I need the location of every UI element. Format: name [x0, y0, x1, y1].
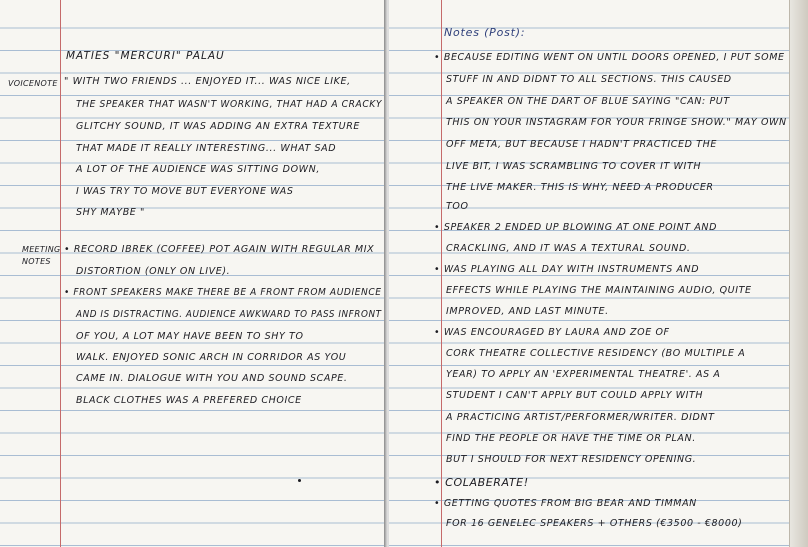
- left-line-7: SHY MAYBE ": [76, 207, 146, 218]
- left-line-4: THAT MADE IT REALLY INTERESTING... WHAT SAD: [76, 143, 337, 154]
- right-line-23: FOR 16 GENELEC SPEAKERS + OTHERS (€3500 - €8000): [446, 518, 743, 529]
- right-line-2: STUFF IN AND DIDNT TO ALL SECTIONS. THIS CAUSED: [446, 74, 732, 85]
- right-line-11: • WAS PLAYING ALL DAY WITH INSTRUMENTS AND: [434, 264, 700, 275]
- right-line-21: • COLABERATE!: [434, 476, 529, 489]
- right-line-19: FIND THE PEOPLE OR HAVE THE TIME OR PLAN.: [446, 433, 696, 444]
- stray-dot: [298, 479, 301, 482]
- voicenote-label: VOICENOTE: [8, 79, 58, 88]
- left-line-2: THE SPEAKER THAT WASN'T WORKING, THAT HAD A CRACKY: [76, 99, 383, 110]
- right-line-6: LIVE BIT, I WAS SCRAMBLING TO COVER IT WITH: [446, 161, 702, 172]
- right-line-20: BUT I SHOULD FOR NEXT RESIDENCY OPENING.: [446, 454, 697, 465]
- left-line-15: BLACK CLOTHES WAS A PREFERED CHOICE: [76, 395, 302, 406]
- right-line-18: A PRACTICING ARTIST/PERFORMER/WRITER. DIDNT: [446, 412, 715, 423]
- right-line-12: EFFECTS WHILE PLAYING THE MAINTAINING AUDIO, QUITE: [446, 285, 752, 296]
- right-line-16: YEAR) TO APPLY AN 'EXPERIMENTAL THEATRE'. AS A: [446, 369, 721, 380]
- right-line-10: CRACKLING, AND IT WAS A TEXTURAL SOUND.: [446, 243, 691, 254]
- left-notebook-page: [0, 0, 387, 547]
- left-line-13: WALK. ENJOYED SONIC ARCH IN CORRIDOR AS YOU: [76, 352, 347, 363]
- right-line-1: • BECAUSE EDITING WENT ON UNTIL DOORS OPENED, I PUT SOME: [434, 52, 785, 63]
- left-line-5: A LOT OF THE AUDIENCE WAS SITTING DOWN,: [76, 164, 320, 175]
- left-line-12: OF YOU, A LOT MAY HAVE BEEN TO SHY TO: [76, 331, 304, 342]
- right-line-3: A SPEAKER ON THE DART OF BLUE SAYING "CAN: PUT: [446, 96, 730, 107]
- right-line-22: • GETTING QUOTES FROM BIG BEAR AND TIMMAN: [434, 498, 697, 509]
- right-line-13: IMPROVED, AND LAST MINUTE.: [446, 306, 609, 317]
- right-line-17: STUDENT I CAN'T APPLY BUT COULD APPLY WITH: [446, 390, 704, 401]
- right-line-14: • WAS ENCOURAGED BY LAURA AND ZOE OF: [434, 327, 670, 338]
- right-line-8: TOO: [446, 201, 469, 212]
- left-line-1: " WITH TWO FRIENDS ... ENJOYED IT... WAS NICE LIKE,: [64, 76, 351, 87]
- left-line-6: I WAS TRY TO MOVE BUT EVERYONE WAS: [76, 186, 294, 197]
- left-line-9: DISTORTION (ONLY ON LIVE).: [76, 266, 231, 277]
- left-line-10: • FRONT SPEAKERS MAKE THERE BE A FRONT FROM AUDIENCE: [64, 287, 382, 298]
- left-line-14: CAME IN. DIALOGUE WITH YOU AND SOUND SCAPE.: [76, 373, 348, 384]
- left-margin-line: [60, 0, 61, 547]
- right-line-15: CORK THEATRE COLLECTIVE RESIDENCY (BO MULTIPLE A: [446, 348, 746, 359]
- right-line-9: • SPEAKER 2 ENDED UP BLOWING AT ONE POINT AND: [434, 222, 718, 233]
- left-line-3: GLITCHY SOUND, IT WAS ADDING AN EXTRA TEXTURE: [76, 121, 361, 132]
- right-line-5: OFF META, BUT BECAUSE I HADN'T PRACTICED THE: [446, 139, 717, 150]
- page-edges: [789, 0, 808, 547]
- notes-post-title: Notes (Post):: [444, 26, 526, 39]
- left-line-11: AND IS DISTRACTING. AUDIENCE AWKWARD TO PASS INFRONT: [76, 309, 382, 320]
- left-heading: MATIES "MERCURI" PALAU: [66, 50, 225, 62]
- meeting-label: MEETING: [22, 245, 61, 254]
- right-line-7: THE LIVE MAKER. THIS IS WHY, NEED A PRODUCER: [446, 182, 714, 193]
- notes-label: NOTES: [22, 257, 51, 266]
- right-line-4: THIS ON YOUR INSTAGRAM FOR YOUR FRINGE SHOW." MAY OWN: [446, 117, 787, 128]
- left-line-8: • RECORD IBREK (COFFEE) POT AGAIN WITH REGULAR MIX: [64, 244, 375, 255]
